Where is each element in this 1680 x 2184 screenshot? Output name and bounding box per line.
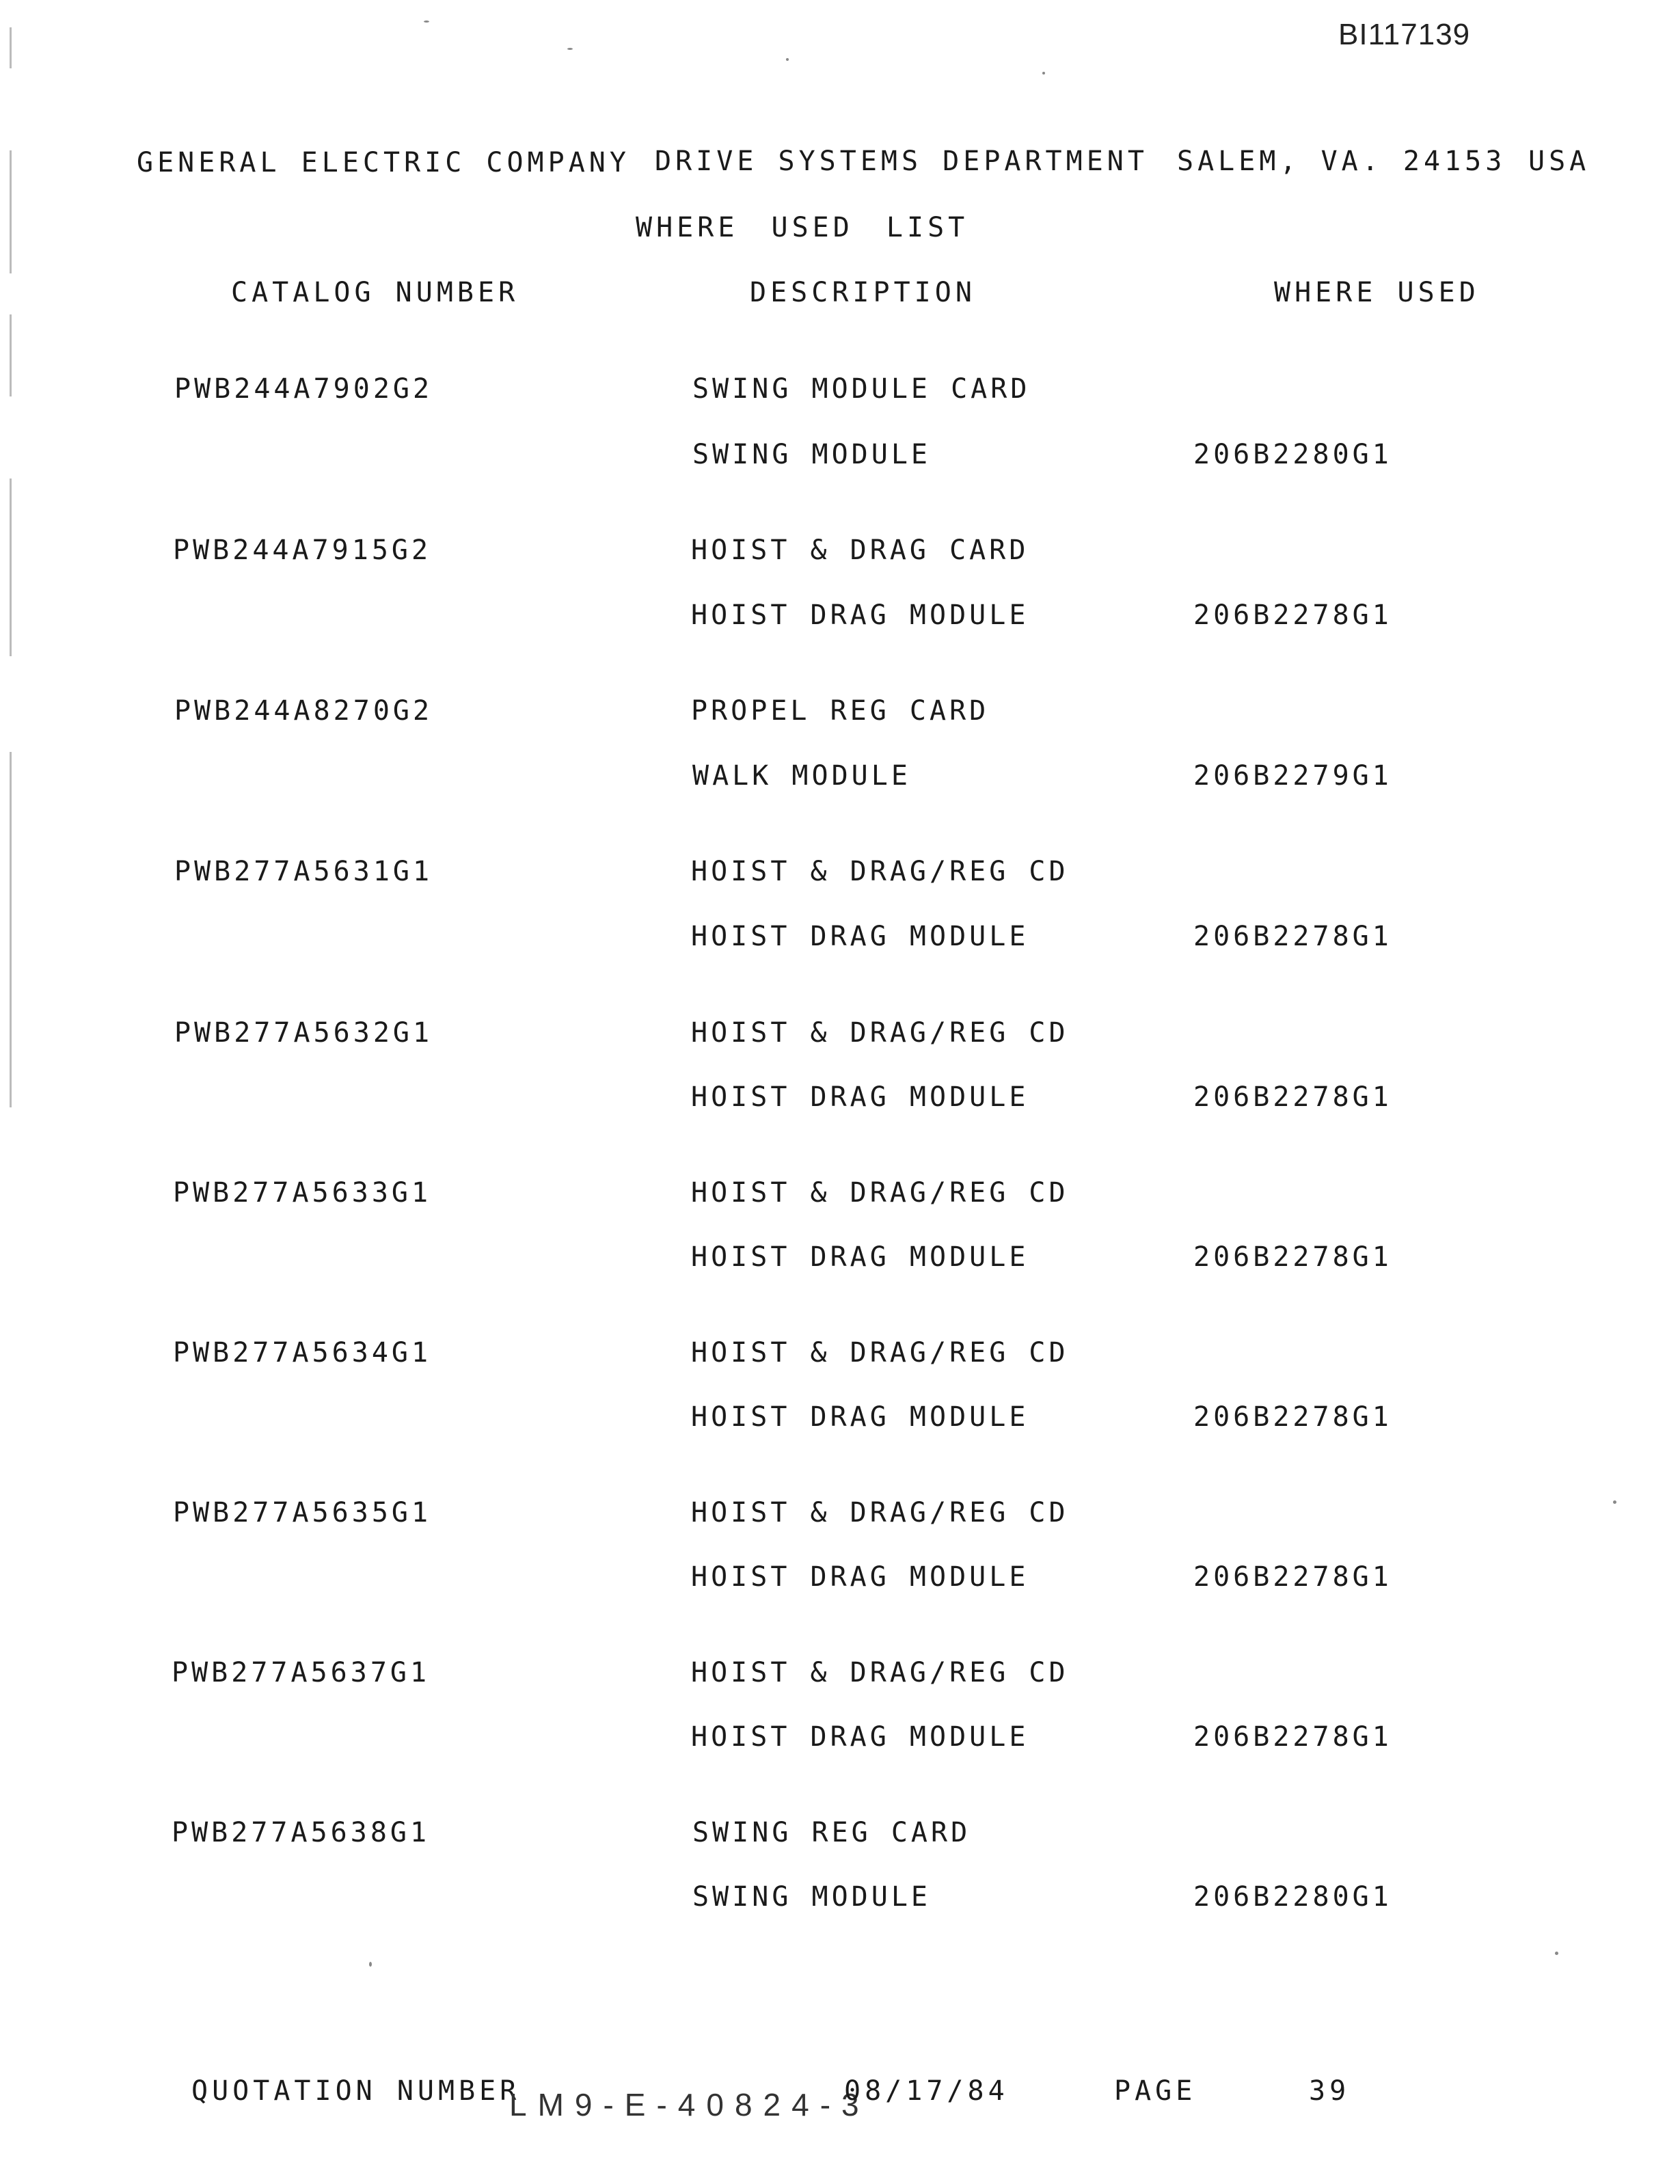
- catalog-number: PWB277A5634G1: [173, 1337, 432, 1369]
- scan-edge-mark: [10, 752, 12, 1107]
- used-in-assembly: HOIST DRAG MODULE: [691, 1241, 1029, 1273]
- scan-speck: [1042, 72, 1045, 75]
- description: PROPEL REG CARD: [691, 695, 990, 727]
- quotation-label: QUOTATION NUMBER: [191, 2075, 521, 2107]
- used-in-assembly: HOIST DRAG MODULE: [691, 1081, 1029, 1113]
- scan-edge-mark: [10, 27, 12, 68]
- used-in-assembly: HOIST DRAG MODULE: [691, 1721, 1029, 1753]
- used-in-assembly: HOIST DRAG MODULE: [691, 599, 1029, 631]
- catalog-number: PWB244A8270G2: [174, 695, 433, 727]
- column-header-catalog-number: CATALOG NUMBER: [231, 277, 519, 308]
- used-in-assembly: SWING MODULE: [692, 1881, 931, 1913]
- catalog-number: PWB277A5638G1: [172, 1817, 431, 1848]
- catalog-number: PWB277A5632G1: [174, 1017, 433, 1049]
- where-used-number: 206B2278G1: [1193, 599, 1392, 631]
- scan-speck: [786, 58, 789, 61]
- description: HOIST & DRAG/REG CD: [691, 1017, 1069, 1049]
- quotation-date: 08/17/84: [844, 2075, 1009, 2107]
- used-in-assembly: WALK MODULE: [692, 760, 911, 792]
- column-header-description: DESCRIPTION: [750, 277, 976, 308]
- used-in-assembly: HOIST DRAG MODULE: [691, 1561, 1029, 1593]
- scan-edge-mark: [10, 150, 12, 273]
- scan-speck: [567, 48, 573, 50]
- list-title: WHERE USED LIST: [636, 212, 969, 243]
- location: SALEM, VA. 24153: [1177, 146, 1506, 177]
- used-in-assembly: HOIST DRAG MODULE: [691, 921, 1029, 952]
- used-in-assembly: HOIST DRAG MODULE: [691, 1401, 1029, 1433]
- scan-edge-mark: [10, 478, 12, 656]
- where-used-number: 206B2280G1: [1193, 1881, 1392, 1913]
- scan-speck: [1555, 1952, 1558, 1955]
- catalog-number: PWB277A5635G1: [173, 1497, 432, 1528]
- where-used-number: 206B2279G1: [1193, 760, 1392, 792]
- catalog-number: PWB277A5637G1: [172, 1657, 431, 1688]
- where-used-number: 206B2278G1: [1193, 1721, 1392, 1753]
- description: HOIST & DRAG/REG CD: [691, 1177, 1069, 1209]
- description: HOIST & DRAG/REG CD: [691, 1657, 1069, 1688]
- column-header-where-used: WHERE USED: [1274, 277, 1480, 308]
- scan-speck: [369, 1962, 372, 1967]
- where-used-number: 206B2278G1: [1193, 1081, 1392, 1113]
- where-used-number: 206B2280G1: [1193, 439, 1392, 470]
- company-name: GENERAL ELECTRIC COMPANY: [137, 147, 630, 178]
- catalog-number: PWB277A5633G1: [173, 1177, 432, 1209]
- quotation-number: LM9-E-40824-3: [509, 2087, 870, 2122]
- page-label: PAGE: [1114, 2075, 1197, 2107]
- used-in-assembly: SWING MODULE: [692, 439, 931, 470]
- where-used-number: 206B2278G1: [1193, 1241, 1392, 1273]
- document-id: BI117139: [1338, 18, 1471, 51]
- where-used-number: 206B2278G1: [1193, 921, 1392, 952]
- catalog-number: PWB244A7915G2: [173, 535, 432, 566]
- catalog-number: PWB244A7902G2: [174, 373, 433, 405]
- department-name: DRIVE SYSTEMS DEPARTMENT: [655, 146, 1148, 177]
- description: HOIST & DRAG/REG CD: [691, 1337, 1069, 1369]
- where-used-number: 206B2278G1: [1193, 1561, 1392, 1593]
- description: HOIST & DRAG/REG CD: [691, 856, 1069, 887]
- where-used-number: 206B2278G1: [1193, 1401, 1392, 1433]
- scan-speck: [1613, 1500, 1616, 1504]
- description: SWING MODULE CARD: [692, 373, 1031, 405]
- description: SWING REG CARD: [692, 1817, 971, 1848]
- description: HOIST & DRAG CARD: [691, 535, 1029, 566]
- description: HOIST & DRAG/REG CD: [691, 1497, 1069, 1528]
- catalog-number: PWB277A5631G1: [174, 856, 433, 887]
- scan-speck: [424, 21, 429, 23]
- country: USA: [1528, 146, 1590, 177]
- scan-edge-mark: [10, 314, 12, 396]
- page-number: 39: [1309, 2075, 1351, 2107]
